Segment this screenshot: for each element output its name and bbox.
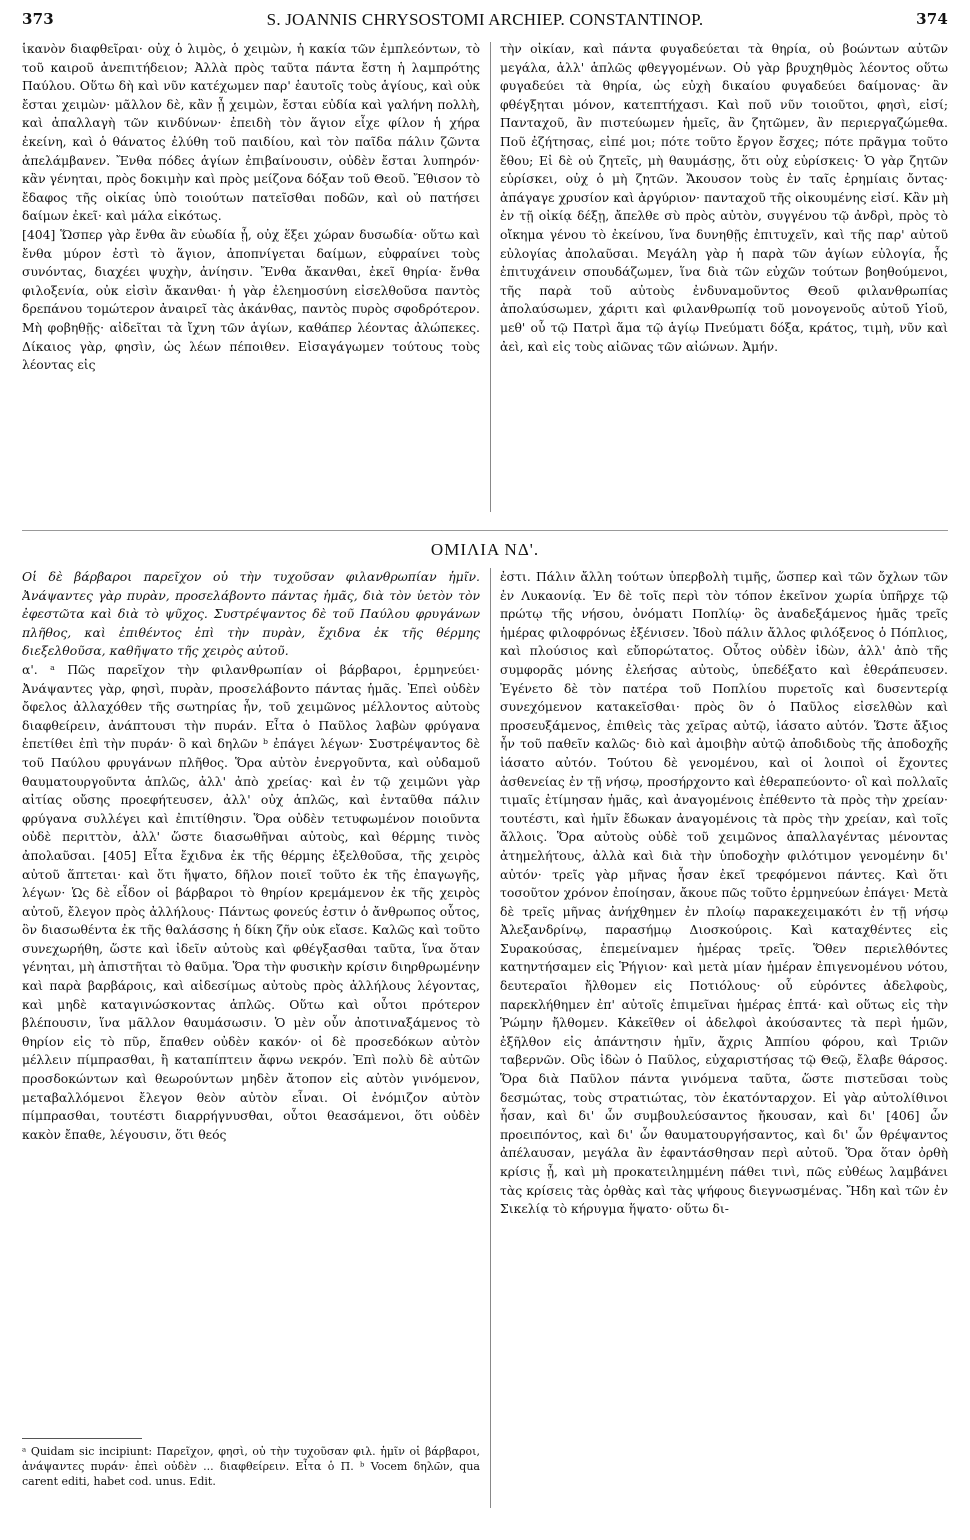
- column-divider: [490, 568, 491, 1508]
- page-number-left: 373: [22, 10, 54, 28]
- footnote-rule: [22, 1438, 142, 1439]
- footnote: ᵃ Quidam sic incipiunt: Παρεῖχον, φησὶ, οὐ τὴν τυχοῦσαν φιλ. ἡμῖν οἱ βάρβαροι, ἀνάψαντες πυράν· ἐπεὶ οὐδὲν ... διαφθείρειν. Εἶτα ὁ Π. ᵇ Vocem δηλῶν, qua carent editi, habet cod. unus. Edit.: [22, 1445, 480, 1488]
- paragraph: [404] Ὥσπερ γὰρ ἔνθα ἂν εὐωδία ᾖ, οὐχ ἕξει χώραν δυσωδία· οὕτω καὶ ἔνθα μύρον ἐστὶ τὸ ἅγιον, ἀποπνίγεται δαίμων, εὐφραίνει τοὺς συνόντας, διαχέει ψυχὴν, ἀνίησιν. Ἔνθα ἄκανθαι, ἐκεῖ θηρία· ἔνθα φιλοξενία, οὐκ εἰσὶν ἄκανθαι· ἡ γὰρ ἐλεημοσύνη εἰσελθοῦσα παντὸς δρεπάνου τομώτερον ἀναιρεῖ τὰς ἀκάνθας, παντὸς πυρὸς σφοδρότερον. Μὴ φοβηθῇς· αἰδεῖται τὰ ἴχνη τῶν ἁγίων, καθάπερ λέοντας ἀλώπεκες. Δίκαιος γὰρ, φησὶν, ὡς λέων πέποιθεν. Εἰσαγάγωμεν τούτους τοὺς λέοντας εἰς: [22, 226, 480, 373]
- paragraph: ἐστι. Πάλιν ἄλλη τούτων ὑπερβολὴ τιμῆς, ὥσπερ καὶ τῶν ὄχλων τῶν ἐν Λυκαονίᾳ. Ἐν δὲ τοῖς περὶ τὸν τόπον ἐκεῖνον χωρία ὑπῆρχε τῷ πρώτῳ τῆς νήσου, ὀνόματι Ποπλίῳ· ὃς ἀναδεξάμενος ἡμᾶς τρεῖς ἡμέρας φιλοφρόνως ἐξένισεν. Ἰδοὺ πάλιν ἄλλος φιλόξενος ὁ Πόπλιος, καὶ πλούσιος καὶ εὔπορώτατος. Οὗτος οὐδὲν ἰδὼν, ἀλλ' ἀπὸ τῆς συμφορᾶς μόνης ἐλεήσας αὐτοὺς, ὑπεδέξατο καὶ ἐθεράπευσεν. Ἐγένετο δὲ τὸν πατέρα τοῦ Ποπλίου πυρετοῖς καὶ δυσεντερίᾳ συνεχόμενον κατακεῖσθαι· πρὸς ὃν ὁ Παῦλος εἰσελθὼν καὶ προσευξάμενος, ἐπιθεὶς τὰς χεῖρας αὐτῷ, ἰάσατο αὐτόν. Ὥστε ἄξιος ἦν τοῦ παθεῖν καλῶς· διὸ καὶ ἀμοιβὴν αὐτῷ ἀποδιδοὺς τῆς ἀποδοχῆς ἰάσατο αὐτόν. Τούτου δὲ γενομένου, καὶ οἱ λοιποὶ οἱ ἔχοντες ἀσθενείας ἐν τῇ νήσῳ, προσήρχοντο καὶ ἐθεραπεύοντο· οἳ καὶ πολλαῖς τιμαῖς ἐτίμησαν ἡμᾶς, καὶ ἀναγομένοις ἐπέθεντο τὰ πρὸς τὴν χρείαν· τουτέστι, καὶ ἡμῖν ἔδωκαν ἀναγομένοις τὰ πρὸς τὴν χρείαν, καὶ τοῖς ἄλλοις. Ὅρα αὐτοὺς οὐδὲ τοῦ χειμῶνος ἀπαλλαγέντας μένοντας ἀτημελήτους, ἀλλὰ καὶ διὰ τὴν ὑποδοχὴν φιλότιμον γενομένην δι' αὐτόν· τρεῖς γὰρ μῆνας ἦσαν ἐκεῖ τρεφόμενοι πάντες. Καὶ ὅτι τοσοῦτον χρόνον ἐποίησαν, ἄκουε πῶς τοῦτο ἑρμηνεύων ἐπάγει· Μετὰ δὲ τρεῖς μῆνας ἀνήχθημεν ἐν πλοίῳ παρακεχειμακότι ἐν τῇ νήσῳ Ἀλεξανδρίνῳ, παρασήμῳ Διοσκούροις. Καὶ καταχθέντες εἰς Συρακούσας, ἐπεμείναμεν ἡμέρας τρεῖς. Ὅθεν περιελθόντες κατηντήσαμεν εἰς Ῥήγιον· καὶ μετὰ μίαν ἡμέραν ἐπιγενομένου νότου, δευτεραῖοι ἤλθομεν εἰς Ποτιόλους· οὗ εὑρόντες ἀδελφοὺς, παρεκλήθημεν ἐπ' αὐτοῖς ἐπιμεῖναι ἡμέρας ἑπτά· καὶ οὕτως εἰς τὴν Ῥώμην ἤλθομεν. Κἀκεῖθεν οἱ ἀδελφοὶ ἀκούσαντες τὰ περὶ ἡμῶν, ἐξῆλθον εἰς ἀπάντησιν ἡμῖν, ἄχρις Ἀππίου φόρου, καὶ Τριῶν ταβερνῶν. Οὓς ἰδὼν ὁ Παῦλος, εὐχαριστήσας τῷ Θεῷ, ἔλαβε θάρσος. Ὅρα διὰ Παῦλον πάντα γινόμενα ταῦτα, ὥστε πιστεῦσαι τοὺς δεσμώτας, τοὺς στρατιώτας, τὸν ἑκατόνταρχον. Εἰ γὰρ αὐτολίθινοι ἦσαν, καὶ δι' ὧν συμβουλεύσαντος ἤκουσαν, καὶ δι' [406] ὧν προειπόντος, καὶ δι' ὧν θαυματουργήσαντος, καὶ δι' ὧν θρέψαντος ἀπέλαυσαν, μεγάλα ἂν ἐφαντάσθησαν περὶ αὐτοῦ. Ὅρα ὅταν ὀρθὴ κρίσις ᾖ, καὶ μὴ προκατειλημμένη πάθει τινὶ, πῶς εὐθέως λαμβάνει τὰς κρίσεις τὰς ὀρθὰς καὶ τὰς ψήφους διεγνωσμένας. Ἤδη καὶ τῶν ἐν Σικελίᾳ τὸ κήρυγμα ἥψατο· οὕτω δι-: [500, 569, 948, 1217]
- column-top-right: [500, 40, 948, 520]
- page-number-right: 374: [916, 10, 948, 28]
- running-title: S. JOANNIS CHRYSOSTOMI ARCHIEP. CONSTANTINOP.: [266, 10, 704, 29]
- paragraph: ἱκανὸν διαφθεῖραι· οὐχ ὁ λιμὸς, ὁ χειμὼν, ἡ κακία τῶν ἐμπλεόντων, τὸ τοῦ καιροῦ ἀνεπιτήδειον; Ἀλλὰ πρὸς ταῦτα πάντα ἔστη ἡ λαμπρότης Παύλου. Οὕτω δὴ καὶ νῦν κατέχωμεν παρ' ἑαυτοῖς τοὺς ἁγίους, καὶ οὐκ ἔσται χειμὼν· μᾶλλον δὲ, κἂν ᾖ χειμὼν, ἔσται εὐδία καὶ γαλήνη πολλὴ, καὶ ἀπαλλαγὴ τῶν κινδύνων· ἐπειδὴ τὸν ἅγιον εἶχε φίλον ἡ χήρα ἐκείνη, καὶ ὁ θάνατος ἐλύθη τοῦ παιδίου, καὶ τὸν παῖδα πάλιν ζῶντα ἀπελάμβανεν. Ἔνθα πόδες ἁγίων ἐπιβαίνουσιν, οὐδὲν ἔσται λυπηρόν· κἂν γένηται, πρὸς δοκιμὴν καὶ πρὸς μείζονα δόξαν τοῦ Θεοῦ. Ἔθισον τὸ ἔδαφος τῆς οἰκίας ὑπὸ τοιούτων πατεῖσθαι ποδῶν, καὶ οὐ πατήσει δαίμων ἐκεῖ· καὶ μάλα εἰκότως.: [22, 41, 480, 224]
- scripture-lemma: Οἱ δὲ βάρβαροι παρεῖχον οὐ τὴν τυχοῦσαν φιλανθρωπίαν ἡμῖν. Ἀνάψαντες γὰρ πυρὰν, προσελάβοντο πάντας ἡμᾶς, διὰ τὸν ὑετὸν τὸν ἐφεστῶτα καὶ διὰ τὸ ψῦχος. Συστρέψαντος δὲ τοῦ Παύλου φρυγάνων πλῆθος, καὶ ἐπιθέντος ἐπὶ τὴν πυρὰν, ἔχιδνα ἐκ τῆς θέρμης διεξελθοῦσα, καθῆψατο τῆς χειρὸς αὐτοῦ.: [22, 569, 480, 659]
- section-rule: [22, 530, 948, 531]
- page-header: [22, 8, 948, 34]
- column-bottom-left: [22, 568, 480, 1434]
- paragraph: τὴν οἰκίαν, καὶ πάντα φυγαδεύεται τὰ θηρία, οὐ βοώντων αὐτῶν μεγάλα, ἀλλ' ἁπλῶς φθεγγομένων. Οὐ γὰρ βρυχηθμὸς λέοντος οὕτω φυγαδεύει τὰ θηρία, ὡς εὐχὴ δικαίου φυγαδεύει δαίμονας· ἂν φθέγξηται μόνον, κατεπτήχασι. Καὶ ποῦ νῦν τοιοῦτοι, φησὶ, εἰσί; Πανταχοῦ, ἂν πιστεύωμεν ἡμεῖς, ἂν ζητῶμεν, ἂν περιεργαζώμεθα. Ποῦ ἐζήτησας, εἰπέ μοι; πότε τοῦτο ἔργον ἔσχες; πότε πρᾶγμα τοῦτο ἔθου; Εἰ δὲ οὐ ζητεῖς, μὴ θαυμάσῃς, ὅτι οὐχ εὑρίσκεις· Ὁ γὰρ ζητῶν εὑρίσκει, οὐχ ὁ μὴ ζητῶν. Ἄκουσον τοὺς ἐν ταῖς ἐρημίαις ὄντας· ἀπάγαγε χρυσίον καὶ ἀργύριον· πανταχοῦ τῆς οἰκουμένης εἰσί. Κἂν μὴ ἐν τῇ οἰκίᾳ δέξῃ, ἄπελθε σὺ πρὸς αὐτὸν, συγγένου τῷ ἀνδρὶ, πρὸς τὸ οἴκημα γένου τὸ ἐκείνου, ἵνα δυνηθῇς ἐπιτυχεῖν, καὶ τῆς παρ' αὐτοῦ εὐλογίας ἀπολαῦσαι. Μεγάλη γὰρ ἡ παρὰ τῶν ἁγίων εὐλογία, ἧς ἐπιτυχάνειν σπουδάζωμεν, ἵνα διὰ τῶν εὐχῶν τούτων βοηθούμενοι, τῆς παρὰ τοῦ αὐτοὺς ἐνδυναμοῦντος Θεοῦ φιλανθρωπίας ἀπολαύσωμεν, χάριτι καὶ φιλανθρωπίᾳ τοῦ μονογενοῦς αὐτοῦ Υἱοῦ, μεθ' οὗ τῷ Πατρὶ ἅμα τῷ ἁγίῳ Πνεύματι δόξα, κράτος, τιμὴ, νῦν καὶ ἀεὶ, καὶ εἰς τοὺς αἰῶνας τῶν αἰώνων. Ἀμήν.: [500, 41, 948, 354]
- paragraph: α'. ᵃ Πῶς παρεῖχον τὴν φιλανθρωπίαν οἱ βάρβαροι, ἑρμηνεύει· Ἀνάψαντες γὰρ, φησὶ, πυρὰν, προσελάβοντο πάντας ἡμᾶς. Ἐπεὶ οὐδὲν ὄφελος ἀλλαχόθεν τῆς σωτηρίας ἦν, τοῦ χειμῶνος μέλλοντος αὐτοὺς διαφθείρειν, ἀνάπτουσι τὴν πυράν. Εἶτα ὁ Παῦλος λαβὼν φρύγανα ἐπετίθει ἐπὶ τὴν πυράν· ὃ καὶ δηλῶν ᵇ ἐπάγει λέγων· Συστρέψαντος δὲ τοῦ Παύλου φρυγάνων πλῆθος. Ὅρα αὐτὸν ἐνεργοῦντα, καὶ οὐδαμοῦ θαυματουργοῦντα ἁπλῶς, ἀλλ' ἀπὸ χρείας· καὶ ἐν τῷ χειμῶνι γὰρ αἰτίας οὔσης προεφήτευσεν, ἀλλ' οὐχ ἁπλῶς, καὶ ἐνταῦθα πάλιν φρύγανα συλλέγει καὶ ἐπιτίθησιν. Ὅρα οὐδὲν τετυφωμένον ποιοῦντα οὐδὲ περιττὸν, ἀλλ' ὥστε διασωθῆναι αὐτοὺς, καὶ θέρμης τινὸς ἀπολαῦσαι. [405] Εἶτα ἔχιδνα ἐκ τῆς θέρμης ἐξελθοῦσα, τῆς χειρὸς αὐτοῦ ἅπτεται· καὶ ὅτι ἥψατο, δῆλον ποιεῖ τοῦτο ἐκ τῆς ἐπαγωγῆς, λέγων· Ὡς δὲ εἶδον οἱ βάρβαροι τὸ θηρίον κρεμάμενον ἐκ τῆς χειρὸς αὐτοῦ, ἔλεγον πρὸς ἀλλήλους· Πάντως φονεύς ἐστιν ὁ ἄνθρωπος οὗτος, ὃν διασωθέντα ἐκ τῆς θαλάσσης ἡ δίκη ζῆν οὐκ εἴασε. Καλῶς καὶ τοῦτο συνεχωρήθη, ὥστε καὶ ἰδεῖν αὐτοὺς καὶ φθέγξασθαι ταῦτα, ἵνα ὅταν γένηται, μὴ ἀπιστῆται τὸ θαῦμα. Ὅρα τὴν φυσικὴν κρίσιν διηρθρωμένην καὶ παρὰ βαρβάροις, καὶ αἰδεσίμως αὐτοὺς πρὸς ἀλλήλους λέγοντας, καὶ μηδὲ καταγινώσκοντας ἁπλῶς. Οὕτω καὶ οὗτοι πρότερον βλέπουσιν, ἵνα μᾶλλον θαυμάσωσιν. Ὁ μὲν οὖν ἀποτιναξάμενος τὸ θηρίον εἰς τὸ πῦρ, ἔπαθεν οὐδὲν κακόν· οἱ δὲ προσεδόκων αὐτὸν μέλλειν πίμπρασθαι, ἢ καταπίπτειν ἄφνω νεκρόν. Ἐπὶ πολὺ δὲ αὐτῶν προσδοκώντων καὶ θεωρούντων μηδὲν ἄτοπον εἰς αὐτὸν γινόμενον, μεταβαλλόμενοι ἔλεγον θεὸν αὐτὸν εἶναι. Οἱ ἐνόμιζον αὐτὸν πίμπρασθαι, τουτέστι διαρρήγνυσθαι, οὗτοι θεασάμενοι, ὅτι οὐδὲν κακὸν ἔπαθε, λέγουσιν, ὅτι θεός: [22, 661, 480, 1142]
- column-top-left: [22, 40, 480, 520]
- column-bottom-right: [500, 568, 948, 1518]
- column-divider: [490, 42, 491, 512]
- homily-title: ΟΜΙΛΙΑ ΝΔ'.: [430, 540, 540, 559]
